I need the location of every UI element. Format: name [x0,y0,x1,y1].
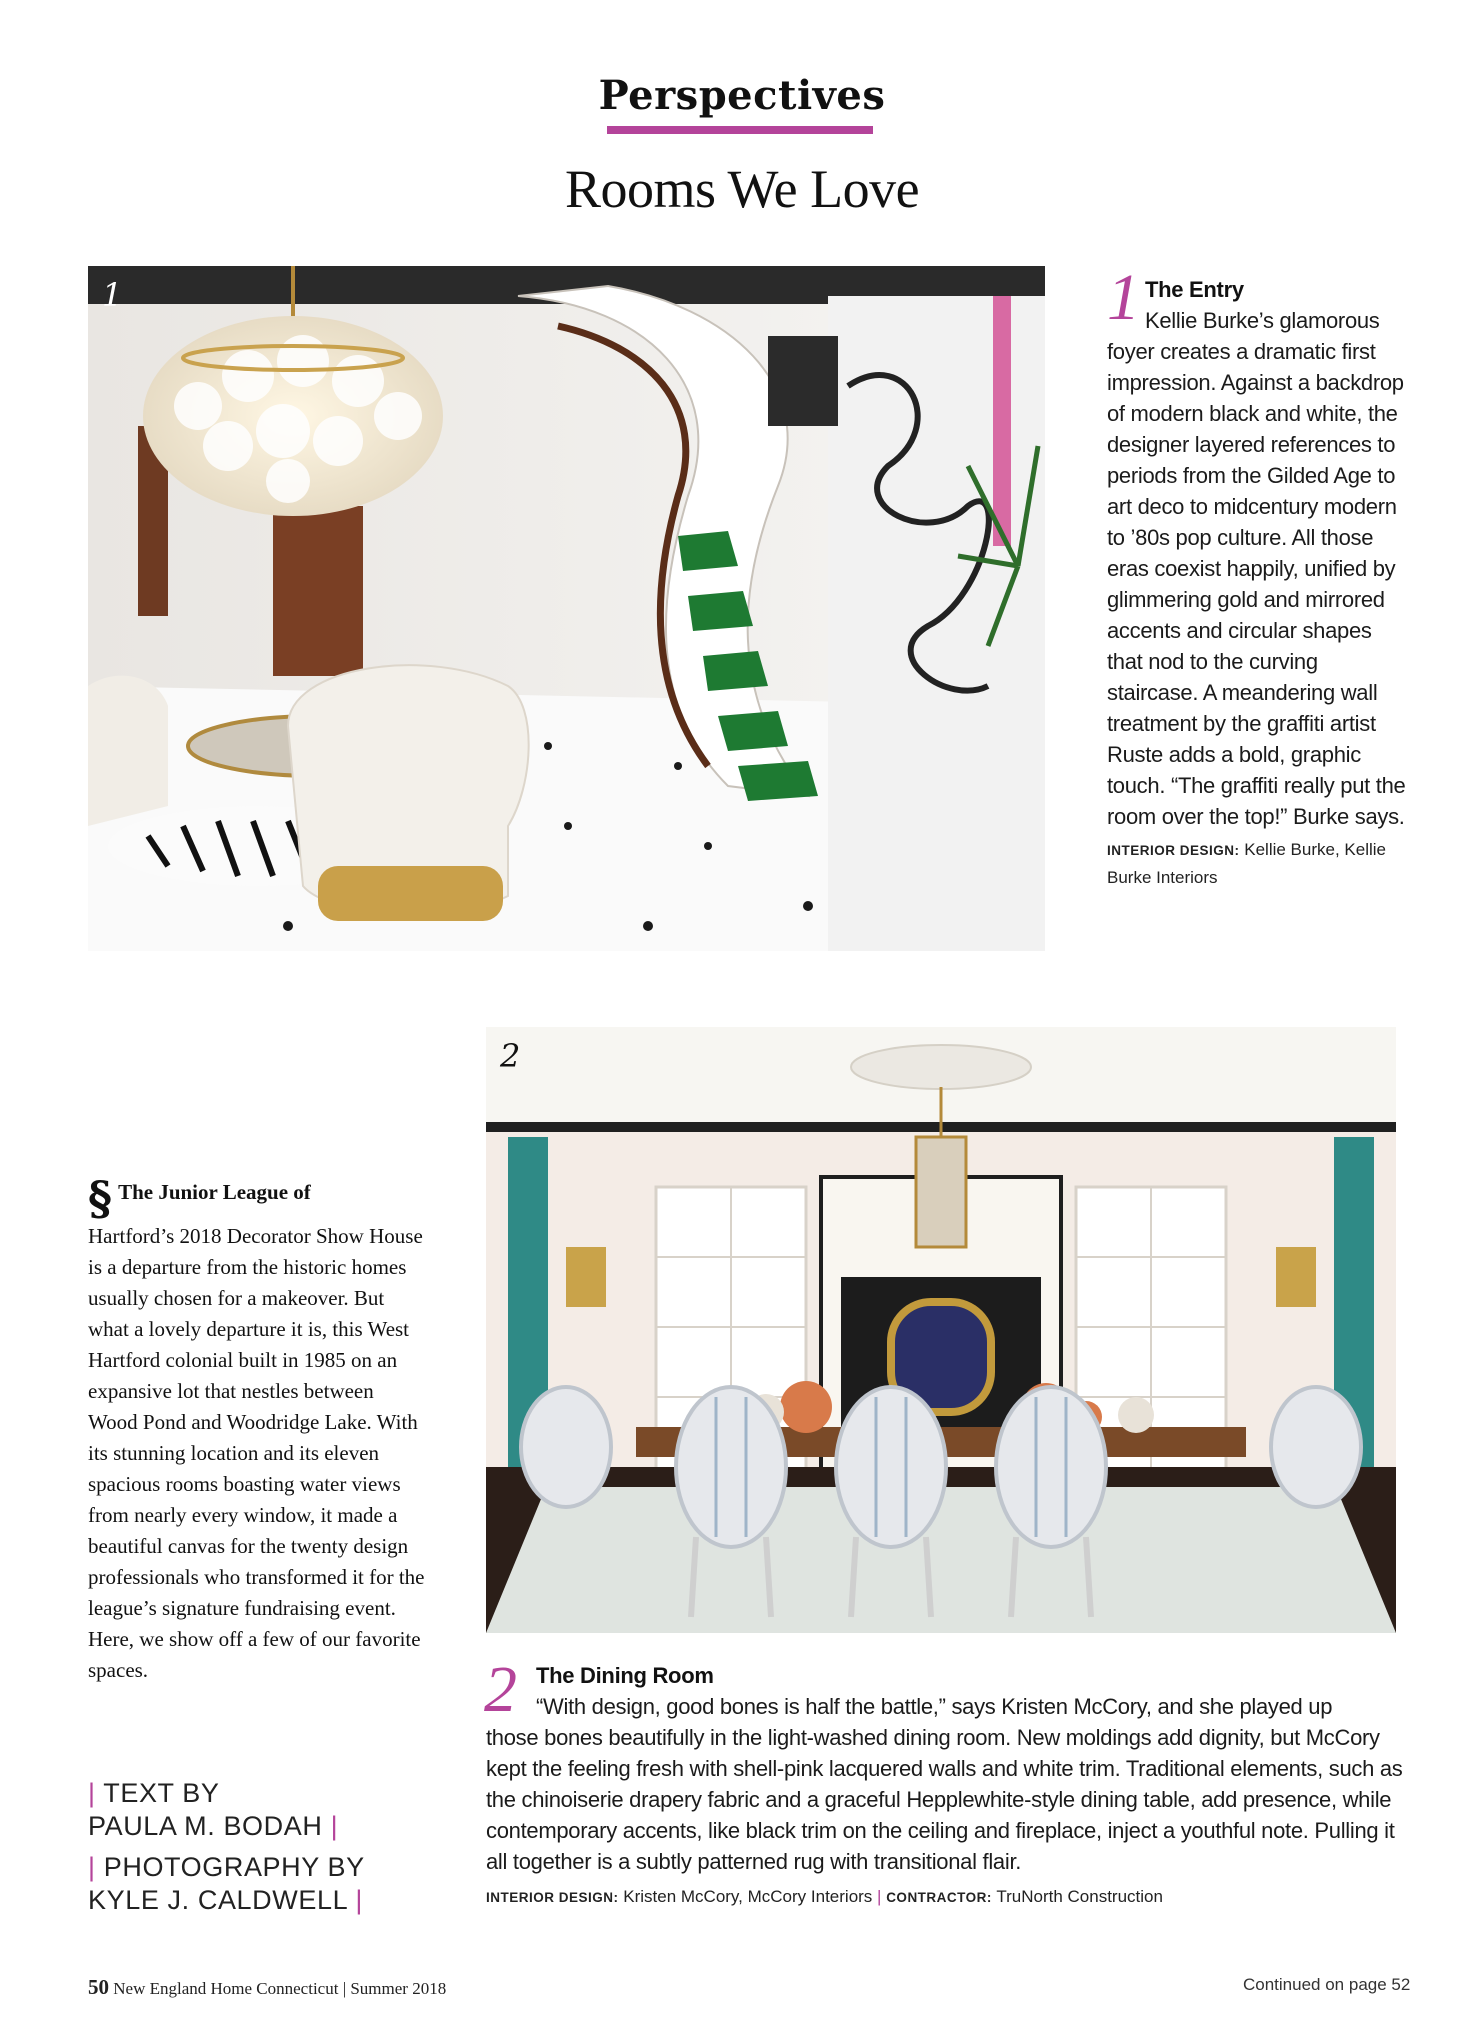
intro-lead: The Junior League of [118,1180,311,1204]
photo-by-label: PHOTOGRAPHY BY [103,1852,365,1882]
entry-credit [1107,836,1407,891]
entry-caption [1107,261,1407,891]
caption-number-1: 1 [1107,261,1140,334]
entry-body: Kellie Burke’s glamorous foyer creates a dramatic first impression. Against a backdrop of modern black and white, the designer layered references to periods from the Gilded Age to art deco to midcentury modern to ’80s pop culture. All those eras coexist happily, unified by glimmering gold and mirrored accents and circular shapes that nod to the curving staircase. A meandering wall treatment by the graffiti artist Ruste adds a bold, graphic touch. “The graffiti really put the room over the top!” Burke says. [1107,308,1406,829]
caption-number-2: 2 [484,1653,517,1726]
dining-credit1-text: Kristen McCory, McCory Interiors [623,1887,873,1906]
photo-number-1: 1 [102,276,123,314]
footer-folio [88,1975,446,2000]
entry-photo-art [88,266,1045,951]
section-title: Perspectives [598,72,886,119]
text-author: PAULA M. BODAH [88,1811,323,1841]
bylines: | TEXT BY PAULA M. BODAH | | PHOTOGRAPHY BY KYLE J. CALDWELL | [88,1778,365,1915]
dining-credit: INTERIOR DESIGN: Kristen McCory, McCory Interiors | CONTRACTOR: TruNorth Construction [486,1887,1163,1906]
photo-number-2: 2 [500,1037,521,1075]
dining-body-first: “With design, good bones is half the battle,” says Kristen McCory, and she played up [536,1694,1333,1719]
entry-credit-label: INTERIOR DESIGN: [1107,843,1240,858]
intro-text [88,1171,428,1686]
drop-cap-ornament-icon: § [88,1171,113,1225]
dining-body: those bones beautifully in the light-washed dining room. New moldings add dignity, but McCory kept the feeling fresh with shell-pink lacquered walls and white trim. Traditional elements, such as the chinoiserie drapery fabric and a graceful Hepplewhite-style dining table, add presence, while contemporary accents, like black trim on the ceiling and fireplace, inject a youthful note. Pulling it all together is a subtly patterned rug with transitional flair. [486,1725,1403,1874]
dining-photo [486,1027,1396,1633]
page-title: Rooms We Love [564,159,920,219]
entry-credit-text: Kellie Burke, Kellie Burke Interiors [1107,840,1386,887]
entry-heading: The Entry [1145,277,1244,302]
intro-body: Hartford’s 2018 Decorator Show House is a departure from the historic homes usually chosen for a makeover. But what a lovely departure it is, this West Hartford colonial built in 1985 on an expansive lot that nestles between Wood Pond and Woodridge Lake. With its stunning location and its eleven spacious rooms boasting water views from nearly every window, it made a beautiful canvas for the twenty design professionals who transformed it for the league’s signature fundraising event. Here, we show off a few of our favorite spaces. [88,1224,425,1682]
photo-author: KYLE J. CALDWELL [88,1885,348,1915]
dining-credit1-label: INTERIOR DESIGN: [486,1890,619,1905]
dining-credit2-text: TruNorth Construction [996,1887,1163,1906]
dining-photo-art [486,1027,1396,1633]
dining-caption [484,1653,1406,1911]
dining-credit2-label: CONTRACTOR: [886,1890,992,1905]
continued-note: Continued on page 52 [1243,1975,1411,1994]
section-rule [607,126,873,134]
publication-line: New England Home Connecticut | Summer 2018 [113,1979,447,1998]
entry-photo [88,266,1045,951]
dining-heading: The Dining Room [536,1663,714,1688]
page-number: 50 [88,1975,109,1999]
text-by-label: TEXT BY [103,1778,220,1808]
